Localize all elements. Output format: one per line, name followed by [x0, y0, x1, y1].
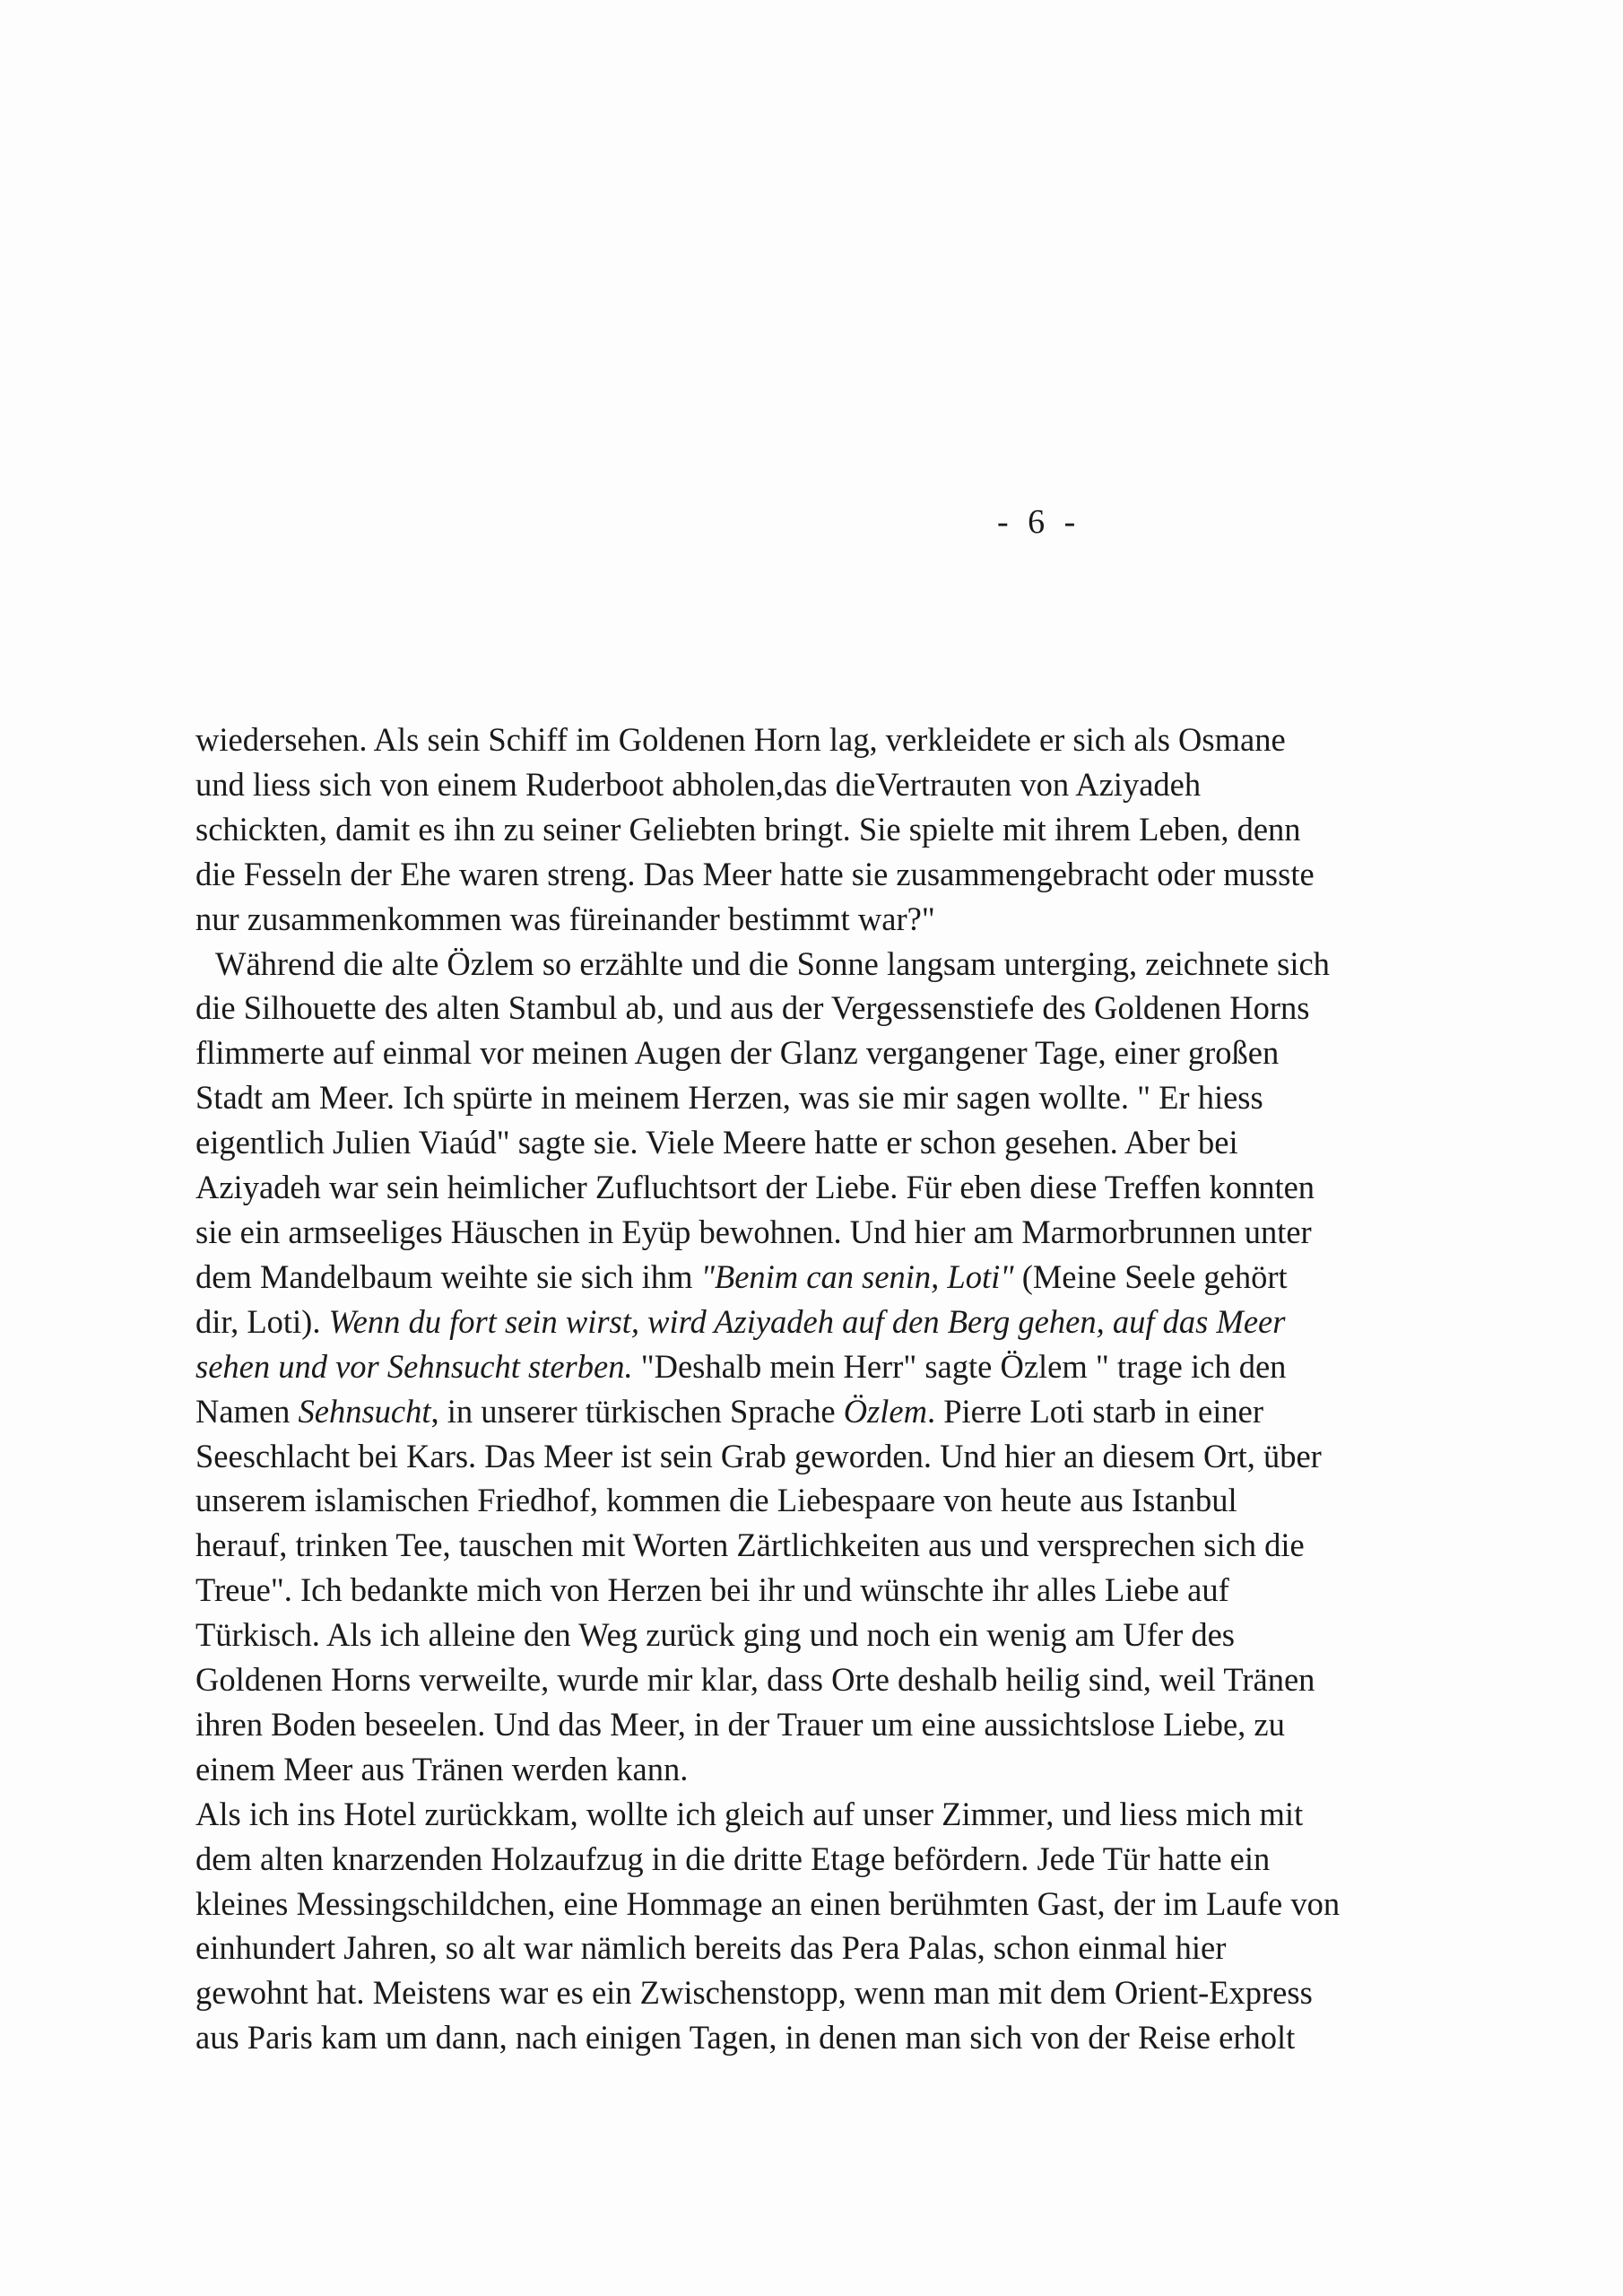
text-line: kleines Messingschildchen, eine Hommage an einen berühmten Gast, der im Laufe von — [195, 1884, 1341, 1922]
text-line: einhundert Jahren, so alt war nämlich bereits das Pera Palas, schon einmal hier — [195, 1929, 1227, 1967]
text-line: die Fesseln der Ehe waren streng. Das Meer hatte sie zusammengebracht oder musste — [195, 855, 1315, 892]
text-line: Türkisch. Als ich alleine den Weg zurück ging und noch ein wenig am Ufer des — [195, 1616, 1235, 1654]
text-line: Als ich ins Hotel zurückkam, wollte ich gleich auf unser Zimmer, und liess mich mit — [195, 1795, 1304, 1832]
italic-quote: "Benim can senin, Loti" — [700, 1257, 1014, 1295]
text-line: herauf, trinken Tee, tauschen mit Worten Zärtlichkeiten aus und versprechen sich die — [195, 1526, 1305, 1564]
text-line — [195, 1255, 1541, 1300]
text-line: Treue". Ich bedankte mich von Herzen bei ihr und wünschte ihr alles Liebe auf — [195, 1571, 1229, 1609]
page-number: - 6 - — [997, 503, 1081, 541]
text-line: wiedersehen. Als sein Schiff im Goldenen Horn lag, verkleidete er sich als Osmane — [195, 721, 1286, 758]
text-segment: Namen — [195, 1392, 299, 1430]
text-line: einem Meer aus Tränen werden kann. — [195, 1750, 689, 1787]
text-line: Goldenen Horns verweilte, wurde mir klar, dass Orte deshalb heilig sind, weil Tränen — [195, 1661, 1315, 1699]
text-line: aus Paris kam um dann, nach einigen Tagen, in denen man sich von der Reise erholt — [195, 2019, 1296, 2057]
text-segment: dir, Loti). — [195, 1302, 329, 1340]
text-line: Stadt am Meer. Ich spürte in meinem Herzen, was sie mir sagen wollte. " Er hiess — [195, 1079, 1263, 1117]
text-line: sie ein armseeliges Häuschen in Eyüp bewohnen. Und hier am Marmorbrunnen unter — [195, 1213, 1312, 1250]
italic-passage: sehen und vor Sehnsucht sterben. — [195, 1347, 633, 1385]
text-line: ihren Boden beseelen. Und das Meer, in der Trauer um eine aussichtslose Liebe, zu — [195, 1705, 1285, 1743]
text-segment: dem Mandelbaum weihte sie sich ihm — [195, 1257, 701, 1295]
body-text — [195, 718, 1541, 2060]
text-line: unserem islamischen Friedhof, kommen die Liebespaare von heute aus Istanbul — [195, 1482, 1237, 1519]
text-line: Während die alte Özlem so erzählte und die Sonne langsam unterging, zeichnete sich — [215, 944, 1330, 982]
text-line: Aziyadeh war sein heimlicher Zufluchtsort der Liebe. Für eben diese Treffen konnten — [195, 1169, 1315, 1206]
text-segment: . Pierre Loti starb in einer — [926, 1392, 1263, 1430]
text-line — [195, 1300, 1541, 1344]
text-line: schickten, damit es ihn zu seiner Geliebten bringt. Sie spielte mit ihrem Leben, denn — [195, 810, 1301, 848]
text-segment: , in unserer türkischen Sprache — [430, 1392, 844, 1430]
text-line: gewohnt hat. Meistens war es ein Zwischenstopp, wenn man mit dem Orient-Express — [195, 1974, 1313, 2012]
text-line: Seeschlacht bei Kars. Das Meer ist sein Grab geworden. Und hier an diesem Ort, über — [195, 1437, 1322, 1474]
italic-word: Sehnsucht — [298, 1392, 431, 1430]
text-line — [195, 1389, 1541, 1434]
text-line: eigentlich Julien Viaúd" sagte sie. Viele Meere hatte er schon gesehen. Aber bei — [195, 1124, 1238, 1161]
text-line — [195, 1344, 1541, 1389]
text-line: nur zusammenkommen was füreinander bestimmt war?" — [195, 900, 935, 937]
text-line: flimmerte auf einmal vor meinen Augen der Glanz vergangener Tage, einer großen — [195, 1034, 1280, 1072]
text-segment: "Deshalb mein Herr" sagte Özlem " trage ich den — [632, 1347, 1287, 1385]
text-line: die Silhouette des alten Stambul ab, und aus der Vergessenstiefe des Goldenen Horns — [195, 989, 1310, 1027]
text-segment: (Meine Seele gehört — [1013, 1257, 1288, 1295]
text-line: und liess sich von einem Ruderboot abholen,das dieVertrauten von Aziyadeh — [195, 765, 1202, 803]
italic-passage: Wenn du fort sein wirst, wird Aziyadeh auf den Berg gehen, auf das Meer — [328, 1302, 1286, 1340]
italic-word: Özlem — [843, 1392, 927, 1430]
text-line: dem alten knarzenden Holzaufzug in die dritte Etage befördern. Jede Tür hatte ein — [195, 1839, 1271, 1877]
